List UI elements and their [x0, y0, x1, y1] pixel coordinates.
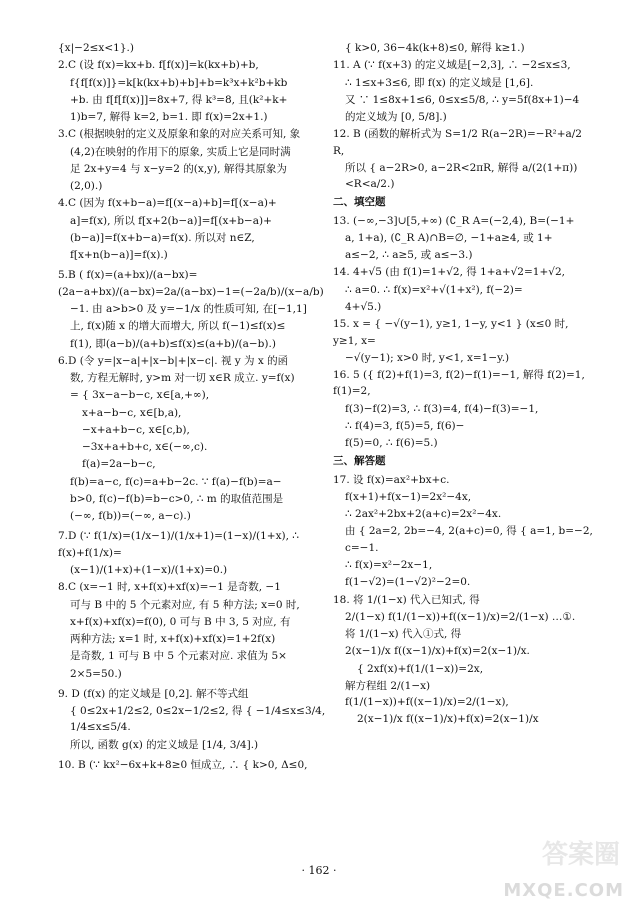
- text-line: (x−1)/(1+x)+(1−x)/(1+x)=0.): [70, 563, 228, 576]
- text-line: 12. B (函数的解析式为 S=1/2 R(a−2R)=−R²+a/2 R,: [333, 128, 582, 157]
- text-line: f(x+1)+f(x−1)=2x²−4x,: [345, 490, 472, 503]
- text-line: ∴ a=0. ∴ f(x)=x²+√(1+x²), f(−2)=: [345, 283, 523, 296]
- text-line: 所以 { a−2R>0, a−2R<2πR, 解得 a/(2(1+π))<R<a/2.): [345, 161, 578, 191]
- text-line: ∴ f(x)=x²−2x−1,: [345, 558, 433, 571]
- text-line: 2(x−1)/x f((x−1)/x)+f(x)=2(x−1)/x: [357, 713, 539, 726]
- text-line: f{f[f(x)]}=k[k(kx+b)+b]+b=k³x+k²b+kb: [70, 76, 288, 89]
- text-line: 上, f(x)随 x 的增大而增大, 所以 f(−1)≤f(x)≤: [70, 320, 286, 333]
- text-line: 可与 B 中的 5 个元素对应, 有 5 种方法; x=0 时,: [70, 598, 300, 611]
- text-line: f(b)=a−c, f(c)=a+b−2c. ∵ f(a)−f(b)=a−: [70, 475, 282, 488]
- text-line: 2/(1−x) f(1/(1−x))+f((x−1)/x)=2/(1−x) …①.: [345, 610, 576, 623]
- text-line: (4,2)在映射的作用下的原象, 实质上它是同时满: [70, 145, 291, 158]
- text-line: f(1), 即(a−b)/(a+b)≤f(x)≤(a+b)/(a−b).): [70, 337, 276, 350]
- section-heading: 二、填空题: [333, 196, 386, 209]
- text-line: a≤−2, ∴ a≥5, 或 a≤−3.): [345, 249, 473, 262]
- text-line: 数, 方程无解时, y>m 对一切 x∈R 成立. y=f(x): [70, 372, 295, 385]
- text-line: f[x+n(b−a)]=f(x).): [70, 249, 168, 262]
- text-line: 将 1/(1−x) 代入①式, 得: [345, 628, 462, 641]
- text-line: −3x+a+b+c, x∈(−∞,c).: [82, 441, 208, 454]
- text-line: 由 { 2a=2, 2b=−4, 2(a+c)=0, 得 { a=1, b=−2, c=−1.: [345, 525, 593, 554]
- text-line: { 2xf(x)+f(1/(1−x))=2x,: [357, 662, 484, 675]
- text-line: 13. (−∞,−3]∪[5,+∞) (∁_R A=(−2,4), B=(−1+: [333, 214, 575, 227]
- text-line: 的定义域为 [0, 5/8].): [345, 111, 447, 124]
- text-line: 15. x = { −√(y−1), y≥1, 1−y, y<1 } (x≤0 时, y≥1, x=: [333, 318, 569, 347]
- text-line: 2.C (设 f(x)=kx+b. f[f(x)]=k(kx+b)+b,: [58, 59, 259, 72]
- text-line: x+a−b−c, x∈[b,a),: [82, 406, 182, 419]
- text-line: −1. 由 a>b>0 及 y=−1/x 的性质可知, 在[−1,1]: [70, 302, 307, 315]
- watermark-logo: 答案圈: [541, 840, 620, 870]
- text-line: ∴ f(4)=3, f(5)=5, f(6)−: [345, 419, 465, 432]
- text-line: 16. 5 ({ f(2)+f(1)=3, f(2)−f(1)=−1, 解得 f(2)=1, f(1)=2,: [333, 369, 585, 398]
- text-line: −√(y−1); x>0 时, y<1, x=1−y.): [345, 351, 510, 364]
- text-line: 10. B (∵ kx²−6x+k+8≥0 恒成立, ∴ { k>0, Δ≤0,: [58, 758, 308, 771]
- text-line: 1)b=7, 解得 k=2, b=1. 即 f(x)=2x+1.): [70, 111, 268, 124]
- text-line: ∴ 1≤x+3≤6, 即 f(x) 的定义域是 [1,6].: [345, 76, 534, 89]
- text-line: 14. 4+√5 (由 f(1)=1+√2, 得 1+a+√2=1+√2,: [333, 266, 565, 279]
- left-column: [58, 40, 326, 774]
- text-line: 7.D (∵ f(1/x)=(1/x−1)/(1/x+1)=(1−x)/(1+x), ∴ f(x)+f(1/x)=: [58, 530, 299, 559]
- text-line: 2(x−1)/x f((x−1)/x)+f(x)=2(x−1)/x.: [345, 645, 530, 658]
- text-line: 4.C (因为 f(x+b−a)=f[(x−a)+b]=f[(x−a)+: [58, 197, 277, 210]
- text-line: 足 2x+y=4 与 x−y=2 的(x,y), 解得其原象为: [70, 162, 287, 175]
- text-line: 4+√5.): [345, 300, 382, 313]
- text-line: 两种方法; x=1 时, x+f(x)+xf(x)=1+2f(x): [70, 633, 276, 646]
- text-line: b>0, f(c)−f(b)=b−c>0, ∴ m 的取值范围是: [70, 492, 284, 505]
- text-line: f(5)=0, ∴ f(6)=5.): [345, 437, 438, 450]
- text-line: 18. 将 1/(1−x) 代入已知式, 得: [333, 593, 480, 606]
- text-line: (−∞, f(b))=(−∞, a−c).): [70, 510, 191, 523]
- text-line: 2×5=50.): [70, 667, 122, 680]
- text-line: 9. D (f(x) 的定义域是 [0,2]. 解不等式组: [58, 687, 249, 700]
- text-line: (2,0).): [70, 180, 103, 193]
- text-line: 5.B ( f(x)=(a+bx)/(a−bx)=(2a−a+bx)/(a−bx)=2a/(a−bx)−1=(−2a/b)/(x−a/b): [58, 269, 324, 298]
- text-line: (b−a)]=f(x+b−a)=f(x). 所以对 n∈Z,: [70, 231, 255, 244]
- text-line: { 0≤2x+1/2≤2, 0≤2x−1/2≤2, 得 { −1/4≤x≤3/4, 1/4≤x≤5/4.: [70, 705, 326, 734]
- text-line: 是奇数, 1 可与 B 中 5 个元素对应. 求值为 5×: [70, 650, 287, 663]
- text-line: 8.C (x=−1 时, x+f(x)+xf(x)=−1 是奇数, −1: [58, 581, 281, 594]
- text-line: 所以, 函数 g(x) 的定义域是 [1/4, 3/4].): [70, 738, 259, 751]
- text-line: = { 3x−a−b−c, x∈[a,+∞),: [70, 389, 210, 402]
- watermark: [499, 835, 624, 905]
- text-line: 6.D (令 y=|x−a|+|x−b|+|x−c|. 视 y 为 x 的函: [58, 354, 289, 367]
- text-line: f(a)=2a−b−c,: [82, 458, 156, 471]
- text-line: a, 1+a), (∁_R A)∩B=∅, −1+a≥4, 或 1+: [345, 231, 553, 244]
- text-line: f(3)−f(2)=3, ∴ f(3)=4, f(4)−f(3)=−1,: [345, 402, 539, 415]
- text-line: x+f(x)+xf(x)=f(0), 0 可与 B 中 3, 5 对应, 有: [70, 615, 291, 628]
- text-line: 解方程组 2/(1−x) f(1/(1−x))+f((x−1)/x)=2/(1−x),: [345, 679, 509, 709]
- text-line: 3.C (根据映射的定义及原象和象的对应关系可知, 象: [58, 128, 301, 141]
- text-line: { k>0, 36−4k(k+8)≤0, 解得 k≥1.): [345, 42, 525, 54]
- text-line: 又 ∵ 1≤8x+1≤6, 0≤x≤5/8, ∴ y=5f(8x+1)−4: [345, 93, 580, 106]
- page-number: · 162 ·: [301, 864, 337, 877]
- text-line: 11. A (∵ f(x+3) 的定义域是[−2,3], ∴ −2≤x≤3,: [333, 59, 571, 72]
- text-line: 17. 设 f(x)=ax²+bx+c.: [333, 473, 450, 486]
- watermark-site: MXQE.COM: [503, 880, 624, 902]
- text-line: ∴ 2ax²+2bx+2(a+c)=2x²−4x.: [345, 508, 502, 521]
- text-line: +b. 由 f[f[f(x)]]=8x+7, 得 k³=8, 且(k²+k+: [70, 93, 288, 106]
- right-column: [333, 40, 593, 729]
- text-line: a]=f(x), 所以 f[x+2(b−a)]=f[(x+b−a)+: [70, 214, 272, 227]
- text-line: −x+a+b−c, x∈[c,b),: [82, 423, 190, 436]
- section-heading: 三、解答题: [333, 455, 386, 468]
- text-line: {x|−2≤x<1}.): [58, 42, 134, 54]
- text-line: f(1−√2)=(1−√2)²−2=0.: [345, 576, 471, 589]
